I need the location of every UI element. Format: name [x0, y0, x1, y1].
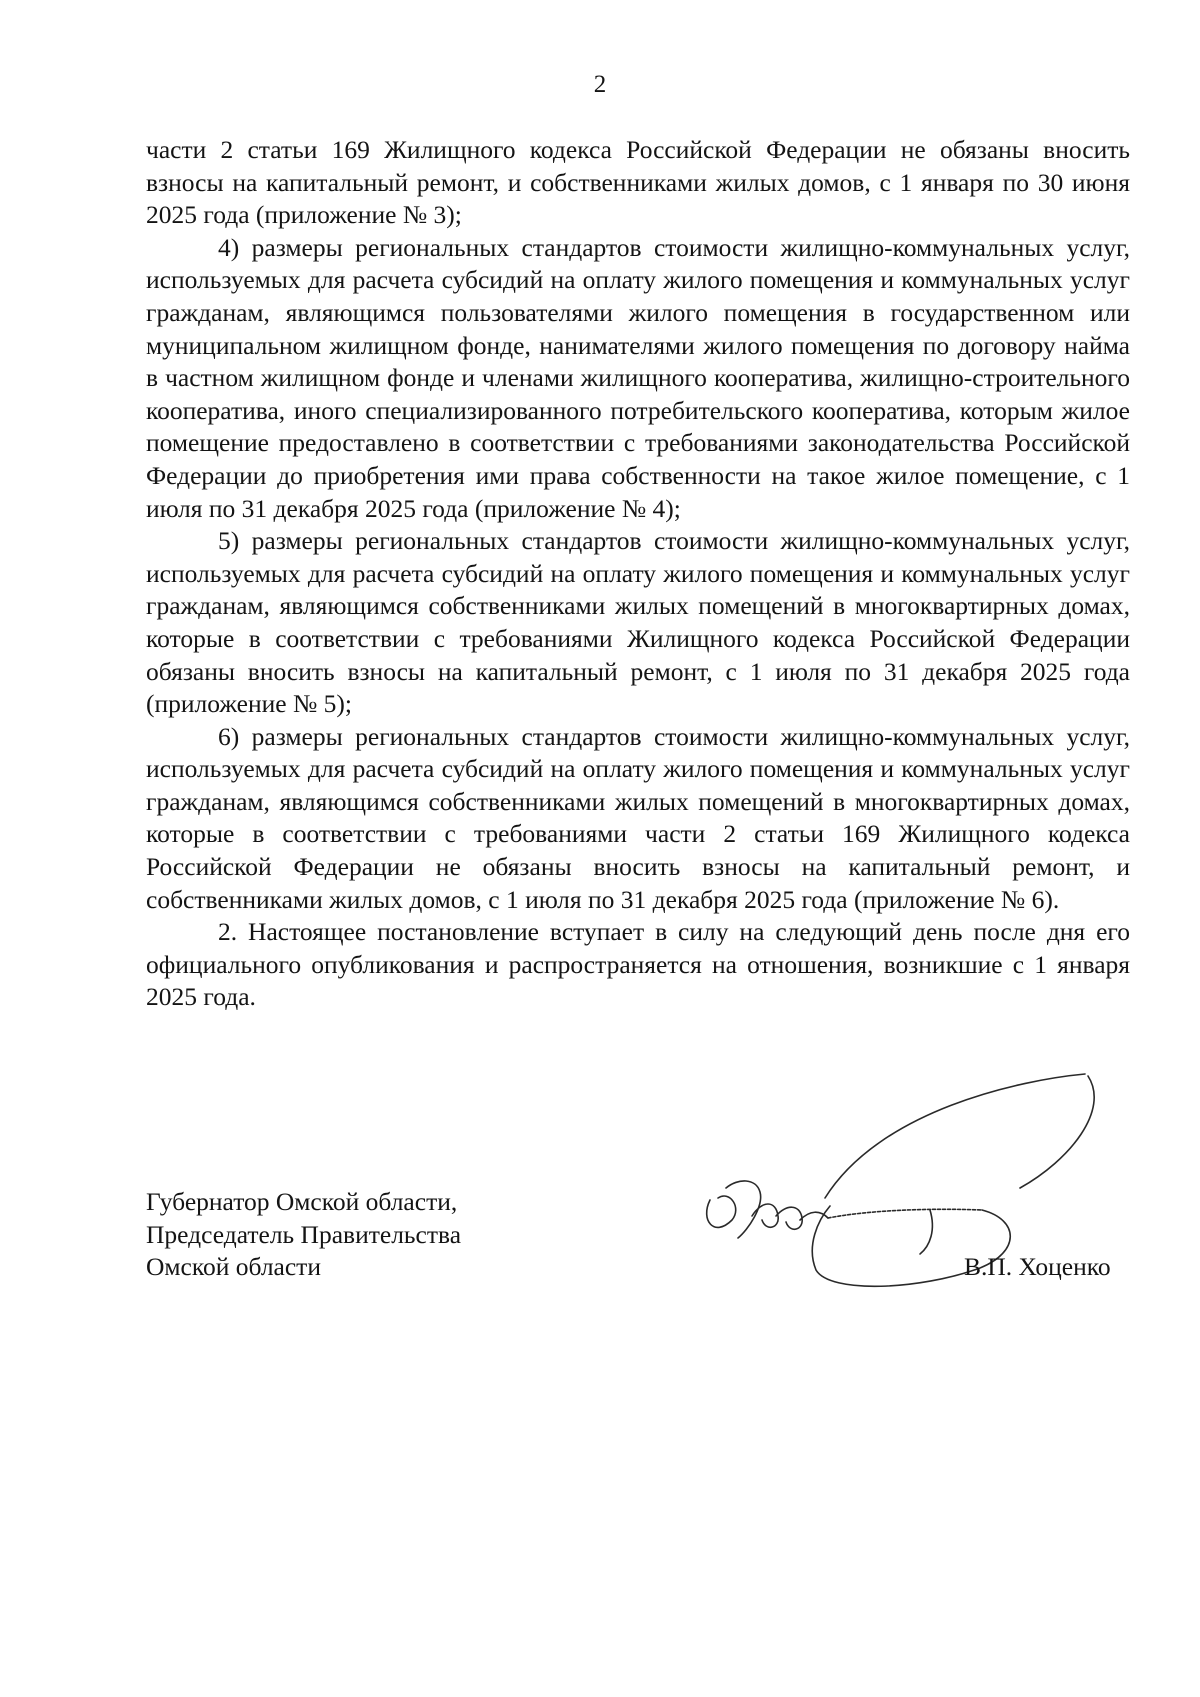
- signatory-title-line: Губернатор Омской области,: [146, 1187, 458, 1216]
- signatory-name: В.П. Хоценко: [964, 1252, 1111, 1281]
- paragraph-item-4: 4) размеры региональных стандартов стоимости жилищно-коммунальных услуг, используемых для расчета субсидий на оплату жилого помещения и коммунальных услуг гражданам, являющимся пользователями жилого помещения в государственном или муниципальном жилищном фонде, нанимателями жилого помещения по договору найма в частном жилищном фонде и членами жилищного кооператива, жилищно-строительного кооператива, иного специализированного потребительского кооператива, которым жилое помещение предоставлено в соответствии с требованиями законодательства Российской Федерации до приобретения ими права собственности на такое жилое помещение, с 1 июля по 31 декабря 2025 года (приложение № 4);: [146, 232, 1130, 523]
- paragraph-clause-2: 2. Настоящее постановление вступает в силу на следующий день после дня его официального опубликования и распространяется на отношения, возникшие с 1 января 2025 года.: [146, 917, 1130, 1012]
- paragraph-item-6: 6) размеры региональных стандартов стоимости жилищно-коммунальных услуг, используемых для расчета субсидий на оплату жилого помещения и коммунальных услуг гражданам, являющимся собственниками жилых помещений в многоквартирных домах, которые в соответствии с требованиями части 2 статьи 169 Жилищного кодекса Российской Федерации не обязаны вносить взносы на капитальный ремонт, и собственниками жилых домов, с 1 июля по 31 декабря 2025 года (приложение № 6).: [146, 721, 1130, 914]
- paragraph-item-5: 5) размеры региональных стандартов стоимости жилищно-коммунальных услуг, используемых для расчета субсидий на оплату жилого помещения и коммунальных услуг гражданам, являющимся собственниками жилых помещений в многоквартирных домах, которые в соответствии с требованиями Жилищного кодекса Российской Федерации обязаны вносить взносы на капитальный ремонт, с 1 июля по 31 декабря 2025 года (приложение № 5);: [146, 526, 1130, 719]
- signatory-title: [146, 1186, 461, 1284]
- signatory-title-line: Омской области: [146, 1252, 321, 1282]
- paragraph-continuation: части 2 статьи 169 Жилищного кодекса Российской Федерации не обязаны вносить взносы на капитальный ремонт, и собственниками жилых домов, с 1 января по 30 июня 2025 года (приложение № 3);: [146, 135, 1130, 230]
- signatory-title-line: Председатель Правительства: [146, 1219, 462, 1249]
- document-body: [146, 134, 1130, 1014]
- page-number: 2: [593, 71, 607, 98]
